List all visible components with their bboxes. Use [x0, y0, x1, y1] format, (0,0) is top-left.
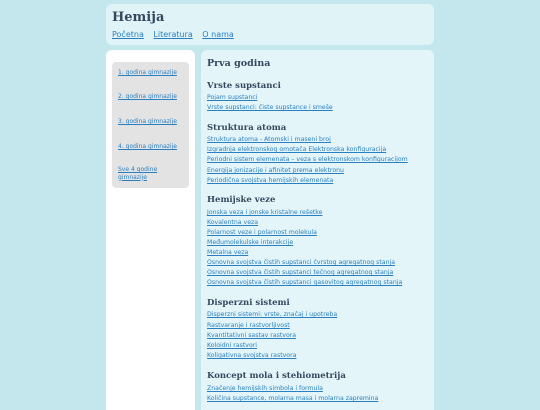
header [106, 4, 434, 45]
topic-link[interactable]: Pojam supstanci [207, 94, 258, 101]
sidebar-item-4-godina[interactable]: 4. godina gimnazije [118, 143, 177, 150]
sidebar [106, 50, 195, 410]
topic-link[interactable]: Periodni sistem elemenata – veza s elektronskom konfiguracijom [207, 156, 408, 163]
sidebar-item-2-godina[interactable]: 2. godina gimnazije [118, 93, 177, 100]
sidebar-item-sve-godine[interactable]: Sve 4 godine gimnazije [118, 166, 158, 181]
section-heading: Disperzni sistemi [207, 298, 290, 308]
section-heading: Koncept mola i stehiometrija [207, 371, 346, 381]
topic-link[interactable]: Disperzni sistemi: vrste, značaj i upotreba [207, 311, 338, 318]
topic-link[interactable]: Osnovna svojstva čistih supstanci gasovitog agregatnog stanja [207, 279, 403, 286]
topic-link[interactable]: Kvantitativni sastav rastvora [207, 332, 297, 339]
top-nav [112, 30, 241, 39]
section-heading: Hemijske veze [207, 195, 276, 205]
topic-link[interactable]: Rastvaranje i rastvorljivost [207, 322, 290, 329]
topic-link[interactable]: Značenje hemijskih simbola i formula [207, 385, 323, 392]
topic-link[interactable]: Jonska veza i jonske kristalne rešetke [207, 209, 323, 216]
topic-link[interactable]: Energija jonizacije i afinitet prema elektronu [207, 167, 344, 174]
topic-link[interactable]: Koligativna svojstva rastvora [207, 352, 297, 359]
nav-link-o-nama[interactable]: O nama [202, 30, 234, 39]
topic-link[interactable]: Osnovna svojstva čistih supstanci čvrstog agregatnog stanja [207, 259, 395, 266]
topic-link[interactable]: Međumolekulske interakcije [207, 239, 294, 246]
topic-link[interactable]: Količina supstance, molarna masa i molarna zapremina [207, 395, 379, 402]
topic-link[interactable]: Izgradnja elektronskog omotača Elektronska konfiguracija [207, 146, 387, 153]
topic-link[interactable]: Metalna veza [207, 249, 249, 256]
topic-link[interactable]: Vrste supstanci: čiste supstance i smeše [207, 104, 333, 111]
sidebar-menu [112, 62, 189, 188]
topic-link[interactable]: Struktura atoma - Atomski i maseni broj [207, 136, 331, 143]
nav-link-literatura[interactable]: Literatura [153, 30, 193, 39]
topic-link[interactable]: Osnovna svojstva čistih supstanci tečnog agregatnog stanja [207, 269, 394, 276]
topic-link[interactable]: Kovalentna veza [207, 219, 259, 226]
site-title: Hemija [112, 10, 165, 25]
page-title: Prva godina [207, 58, 271, 69]
topic-link[interactable]: Periodična svojstva hemijskih elemenata [207, 177, 334, 184]
topic-link[interactable]: Koloidni rastvori [207, 342, 257, 349]
main-content [201, 50, 434, 410]
sidebar-item-1-godina[interactable]: 1. godina gimnazije [118, 69, 177, 76]
section-heading: Vrste supstanci [207, 81, 281, 91]
section-heading: Struktura atoma [207, 123, 287, 133]
sidebar-item-3-godina[interactable]: 3. godina gimnazije [118, 118, 177, 125]
nav-link-pocetna[interactable]: Početna [112, 30, 144, 39]
topic-link[interactable]: Polarnost veze i polarnost molekula [207, 229, 317, 236]
